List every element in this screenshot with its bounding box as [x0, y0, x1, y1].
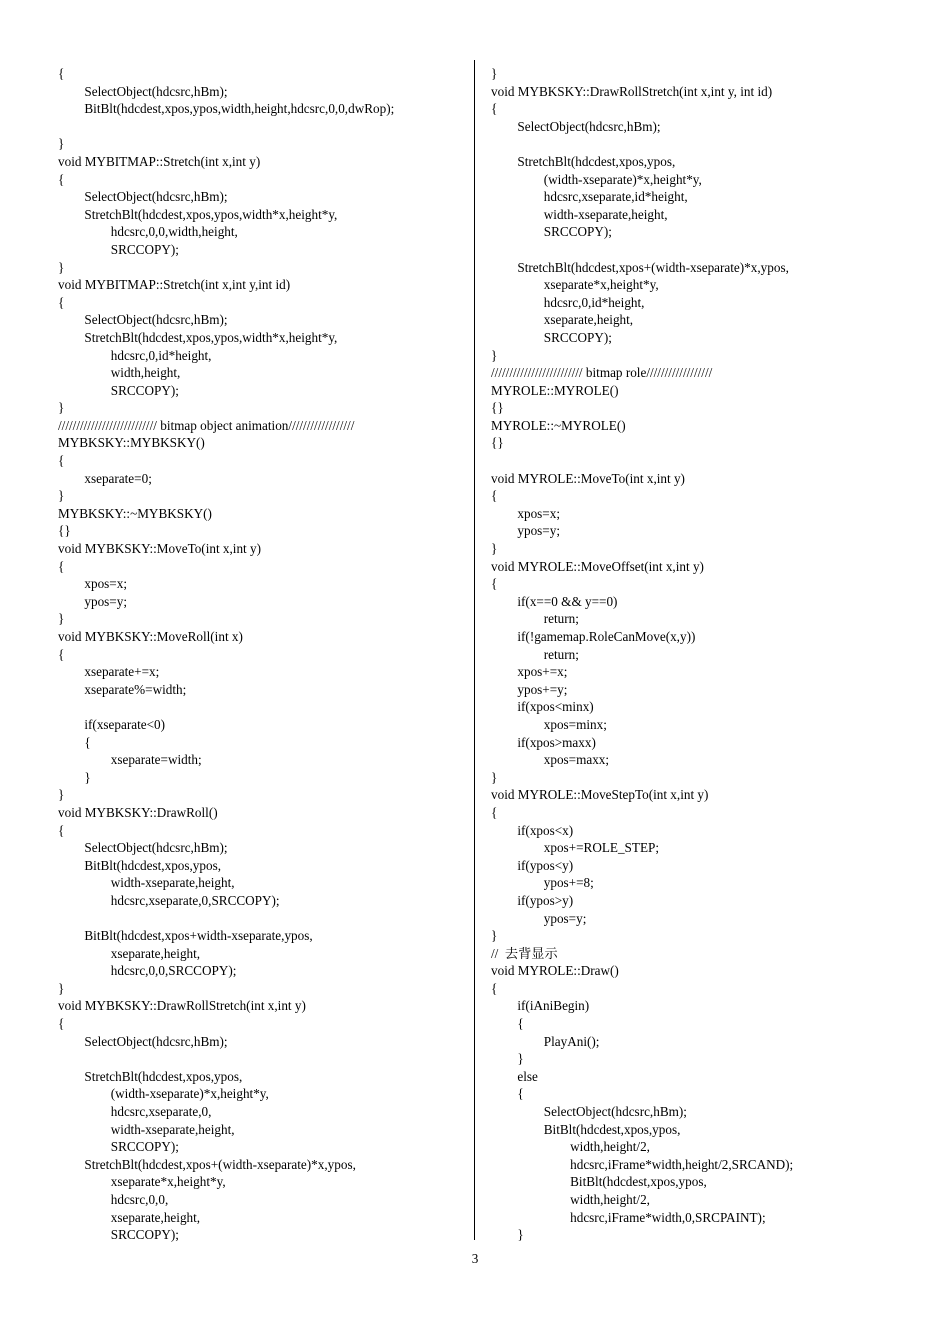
code-line: [491, 241, 931, 259]
code-line: }: [58, 787, 65, 803]
code-line: }: [58, 611, 65, 627]
code-line: hdcsrc,0,0,SRCCOPY);: [58, 963, 237, 979]
code-line: void MYBKSKY::DrawRollStretch(int x,int y, int id): [491, 83, 773, 99]
code-line: [58, 698, 470, 716]
code-line: return;: [491, 611, 579, 627]
code-line: xseparate*x,height*y,: [58, 1174, 226, 1190]
page-number: 3: [471, 1251, 479, 1266]
code-line: if(iAniBegin): [491, 998, 590, 1014]
code-line: {: [58, 294, 65, 310]
code-line: BitBlt(hdcdest,xpos,ypos,: [491, 1121, 681, 1137]
code-line: return;: [491, 646, 579, 662]
code-line: BitBlt(hdcdest,xpos+width-xseparate,ypos,: [58, 928, 313, 944]
code-line: hdcsrc,iFrame*width,height/2,SRCAND);: [491, 1156, 794, 1172]
code-line: ypos=y;: [491, 523, 560, 539]
code-line: }: [491, 928, 498, 944]
code-line: {}: [491, 435, 504, 451]
code-line: }: [491, 1227, 524, 1243]
code-line: StretchBlt(hdcdest,xpos,ypos,: [58, 1068, 243, 1084]
code-line: BitBlt(hdcdest,xpos,ypos,width,height,hdcsrc,0,0,dwRop);: [58, 101, 395, 117]
code-line: width,height,: [58, 365, 181, 381]
code-line: xpos=minx;: [491, 716, 607, 732]
code-line: ypos=y;: [58, 593, 127, 609]
code-line: StretchBlt(hdcdest,xpos,ypos,: [491, 153, 676, 169]
code-line: (width-xseparate)*x,height*y,: [58, 1086, 269, 1102]
code-line: [491, 135, 931, 153]
code-line: if(xpos<x): [491, 822, 574, 838]
code-line: SelectObject(hdcsrc,hBm);: [491, 118, 661, 134]
code-line: }: [491, 66, 498, 81]
code-line: hdcsrc,0,0,: [58, 1192, 169, 1207]
code-line: xpos=x;: [491, 505, 560, 521]
code-line: MYROLE::MYROLE(): [491, 382, 619, 398]
code-line: xpos=maxx;: [491, 752, 610, 768]
code-line: {: [58, 1016, 65, 1032]
code-line: xpos=x;: [58, 576, 127, 592]
code-line: width-xseparate,height,: [491, 206, 668, 222]
code-line: {: [58, 66, 65, 81]
code-line: [58, 1050, 470, 1068]
code-line: hdcsrc,xseparate,0,SRCCOPY);: [58, 892, 280, 908]
code-line: {: [58, 734, 91, 750]
code-line: hdcsrc,0,id*height,: [58, 347, 212, 363]
code-line: }: [58, 488, 65, 504]
code-line: SelectObject(hdcsrc,hBm);: [58, 1033, 228, 1049]
code-line: StretchBlt(hdcdest,xpos,ypos,width*x,height*y,: [58, 206, 338, 222]
code-line: if(x==0 && y==0): [491, 593, 618, 609]
code-line: {}: [58, 523, 71, 539]
code-line: if(ypos>y): [491, 892, 574, 908]
code-line: xpos+=ROLE_STEP;: [491, 840, 660, 856]
code-line: void MYROLE::Draw(): [491, 963, 619, 979]
code-line: ypos+=y;: [491, 681, 568, 697]
code-line: xpos+=x;: [491, 664, 568, 680]
code-line: }: [58, 136, 65, 152]
code-line: void MYBITMAP::Stretch(int x,int y): [58, 153, 261, 169]
code-line: void MYBKSKY::MoveTo(int x,int y): [58, 541, 262, 557]
code-line: {: [491, 101, 498, 117]
code-line: SelectObject(hdcsrc,hBm);: [58, 312, 228, 328]
code-line: [58, 910, 470, 928]
code-line: }: [491, 1051, 524, 1067]
code-line: xseparate%=width;: [58, 681, 187, 697]
code-line: MYBKSKY::MYBKSKY(): [58, 435, 205, 451]
code-line: hdcsrc,0,0,width,height,: [58, 224, 238, 240]
code-line: if(xpos>maxx): [491, 734, 596, 750]
code-line: xseparate,height,: [491, 312, 634, 328]
code-line: }: [58, 259, 65, 275]
code-line: {}: [491, 400, 504, 416]
code-line: {: [491, 576, 498, 592]
code-line: {: [491, 804, 498, 820]
code-line: xseparate,height,: [58, 945, 201, 961]
code-line: SelectObject(hdcsrc,hBm);: [58, 840, 228, 856]
code-line: void MYROLE::MoveTo(int x,int y): [491, 470, 685, 486]
code-line: xseparate*x,height*y,: [491, 277, 659, 293]
code-line: xseparate=0;: [58, 470, 152, 486]
code-line: void MYBITMAP::Stretch(int x,int y,int id): [58, 277, 291, 293]
code-line: SRCCOPY);: [58, 1227, 179, 1243]
right-code-column: [491, 65, 931, 1244]
code-line: [491, 452, 931, 470]
left-code-column: [58, 65, 470, 1244]
code-line: ypos=y;: [491, 910, 587, 926]
code-line: /////////////////////////// bitmap object animation//////////////////: [58, 417, 355, 433]
code-line: }: [58, 980, 65, 996]
code-line: else: [491, 1068, 538, 1084]
code-line: hdcsrc,0,id*height,: [491, 294, 645, 310]
code-line: (width-xseparate)*x,height*y,: [491, 171, 702, 187]
code-line: }: [491, 541, 498, 557]
code-line: StretchBlt(hdcdest,xpos+(width-xseparate)*x,ypos,: [491, 259, 789, 275]
code-line: {: [491, 488, 498, 504]
code-line: }: [58, 400, 65, 416]
code-line: {: [58, 453, 65, 469]
code-line: SRCCOPY);: [58, 382, 179, 398]
code-line: SRCCOPY);: [58, 1139, 179, 1155]
code-line: StretchBlt(hdcdest,xpos,ypos,width*x,height*y,: [58, 329, 338, 345]
code-line: hdcsrc,xseparate,id*height,: [491, 189, 688, 205]
code-line: hdcsrc,iFrame*width,0,SRCPAINT);: [491, 1209, 766, 1225]
code-line: xseparate,height,: [58, 1209, 201, 1225]
code-line: ypos+=8;: [491, 875, 594, 891]
code-line: {: [491, 980, 498, 996]
code-line: {: [491, 1016, 524, 1032]
code-line: BitBlt(hdcdest,xpos,ypos,: [491, 1174, 707, 1190]
code-line: width-xseparate,height,: [58, 1121, 235, 1137]
column-divider: [474, 60, 475, 1240]
code-line: width,height/2,: [491, 1192, 650, 1207]
code-line: {: [58, 822, 65, 838]
code-line: void MYROLE::MoveStepTo(int x,int y): [491, 787, 709, 803]
code-line: // 去背显示: [491, 945, 558, 961]
code-line: {: [58, 558, 65, 574]
code-line: MYBKSKY::~MYBKSKY(): [58, 505, 212, 521]
code-line: void MYBKSKY::DrawRoll(): [58, 804, 218, 820]
code-line: SelectObject(hdcsrc,hBm);: [58, 189, 228, 205]
code-line: width,height/2,: [491, 1139, 650, 1155]
code-line: SRCCOPY);: [58, 241, 179, 257]
code-line: if(!gamemap.RoleCanMove(x,y)): [491, 629, 696, 644]
code-line: if(xpos<minx): [491, 699, 594, 715]
code-line: xseparate+=x;: [58, 664, 160, 680]
code-line: if(xseparate<0): [58, 716, 166, 732]
code-line: StretchBlt(hdcdest,xpos+(width-xseparate)*x,ypos,: [58, 1156, 356, 1172]
code-line: SRCCOPY);: [491, 224, 612, 240]
code-line: {: [58, 646, 65, 662]
code-line: }: [58, 769, 91, 785]
code-line: void MYBKSKY::DrawRollStretch(int x,int y): [58, 998, 306, 1014]
code-line: {: [58, 171, 65, 187]
code-line: hdcsrc,xseparate,0,: [58, 1104, 212, 1120]
code-line: if(ypos<y): [491, 857, 574, 873]
code-line: {: [491, 1086, 524, 1102]
code-line: SelectObject(hdcsrc,hBm);: [491, 1104, 687, 1120]
code-line: void MYROLE::MoveOffset(int x,int y): [491, 558, 704, 574]
code-line: SelectObject(hdcsrc,hBm);: [58, 83, 228, 99]
code-line: SRCCOPY);: [491, 329, 612, 345]
code-line: }: [491, 347, 498, 363]
code-line: xseparate=width;: [58, 752, 202, 768]
code-line: MYROLE::~MYROLE(): [491, 417, 626, 433]
code-line: width-xseparate,height,: [58, 875, 235, 891]
code-line: }: [491, 769, 498, 785]
code-line: [58, 118, 470, 136]
code-line: ///////////////////////// bitmap role//////////////////: [491, 365, 713, 381]
code-line: PlayAni();: [491, 1033, 600, 1049]
code-line: void MYBKSKY::MoveRoll(int x): [58, 629, 243, 644]
code-line: BitBlt(hdcdest,xpos,ypos,: [58, 857, 222, 873]
